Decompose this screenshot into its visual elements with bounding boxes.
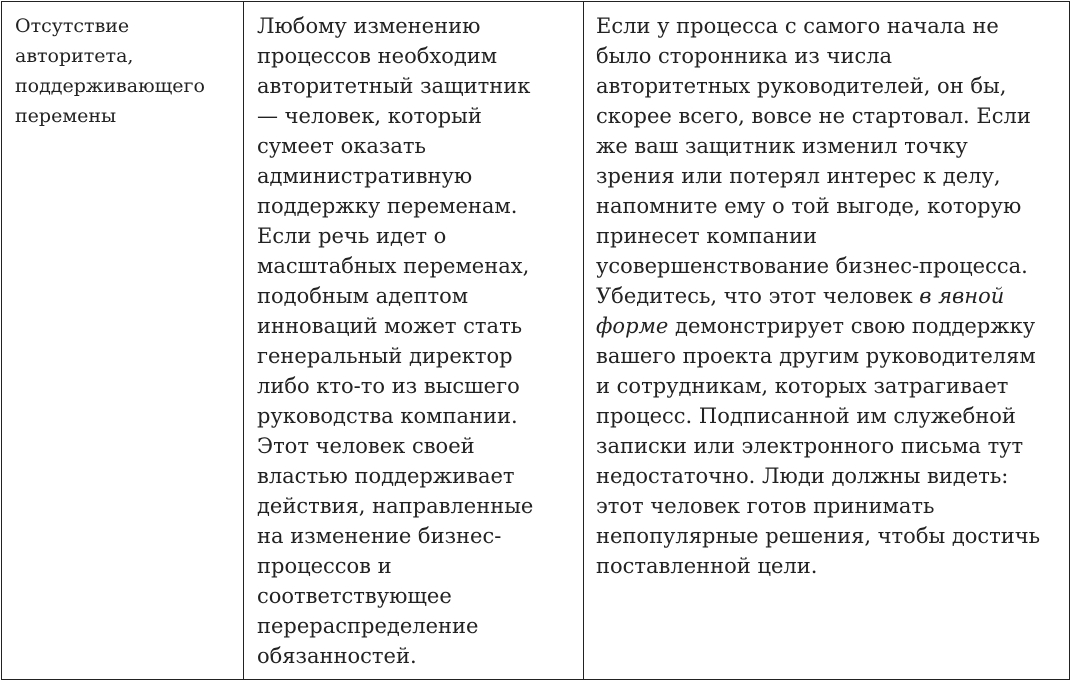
- text-line: перераспределение: [257, 614, 479, 638]
- text-line: усовершенствование бизнес-процесса.: [596, 254, 1028, 278]
- text-line: было сторонника из числа: [596, 44, 893, 68]
- text-line: Отсутствие: [15, 15, 130, 37]
- text-line: — человек, который: [257, 104, 482, 128]
- text-line: действия, направленные: [257, 494, 534, 518]
- italic-text: форме: [596, 314, 669, 338]
- text-line: процесс. Подписанной им служебной: [596, 404, 1016, 428]
- text-line: [596, 281, 1059, 311]
- text-line: Если речь идет о: [257, 224, 447, 248]
- text-span: демонстрирует свою поддержку: [668, 314, 1036, 338]
- cell-description: [243, 2, 583, 679]
- cell-recommendation: [583, 2, 1069, 679]
- text-line: недостаточно. Люди должны видеть:: [596, 464, 1009, 488]
- text-line: скорее всего, вовсе не стартовал. Если: [596, 104, 1031, 128]
- text-line: Этот человек своей: [257, 434, 475, 458]
- text-line: подобным адептом: [257, 284, 469, 308]
- text-line: на изменение бизнес-: [257, 524, 502, 548]
- document-table: [1, 1, 1070, 680]
- text-line: поддерживающего: [15, 75, 205, 97]
- cell-issue: [2, 2, 243, 679]
- text-line: вашего проекта другим руководителям: [596, 344, 1036, 368]
- text-line: масштабных переменах,: [257, 254, 530, 278]
- text-line: авторитетных руководителей, он бы,: [596, 74, 1007, 98]
- text-line: властью поддерживает: [257, 464, 515, 488]
- text-line: поддержку переменам.: [257, 194, 518, 218]
- text-line: непопулярные решения, чтобы достичь: [596, 524, 1041, 548]
- text-line: Любому изменению: [257, 14, 481, 38]
- text-line: авторитета,: [15, 45, 134, 67]
- text-line: Если у процесса с самого начала не: [596, 14, 999, 38]
- text-line: [596, 311, 1059, 341]
- text-line: обязанностей.: [257, 644, 417, 668]
- text-line: административную: [257, 164, 473, 188]
- text-line: поставленной цели.: [596, 554, 818, 578]
- text-line: руководства компании.: [257, 404, 518, 428]
- text-line: сумеет оказать: [257, 134, 426, 158]
- text-line: этот человек готов принимать: [596, 494, 935, 518]
- text-line: авторитетный защитник: [257, 74, 531, 98]
- text-line: процессов и: [257, 554, 392, 578]
- text-line: процессов необходим: [257, 44, 498, 68]
- text-line: записки или электронного письма тут: [596, 434, 1024, 458]
- text-line: генеральный директор: [257, 344, 513, 368]
- text-line: перемены: [15, 105, 117, 127]
- text-span: Убедитесь, что этот человек: [596, 284, 920, 308]
- text-line: соответствующее: [257, 584, 452, 608]
- text-line: напомните ему о той выгоде, которую: [596, 194, 1022, 218]
- text-line: зрения или потерял интерес к делу,: [596, 164, 1001, 188]
- italic-text: в явной: [919, 284, 1005, 308]
- text-line: принесет компании: [596, 224, 817, 248]
- text-line: либо кто-то из высшего: [257, 374, 520, 398]
- text-line: же ваш защитник изменил точку: [596, 134, 968, 158]
- text-line: инноваций может стать: [257, 314, 523, 338]
- text-line: и сотрудникам, которых затрагивает: [596, 374, 1009, 398]
